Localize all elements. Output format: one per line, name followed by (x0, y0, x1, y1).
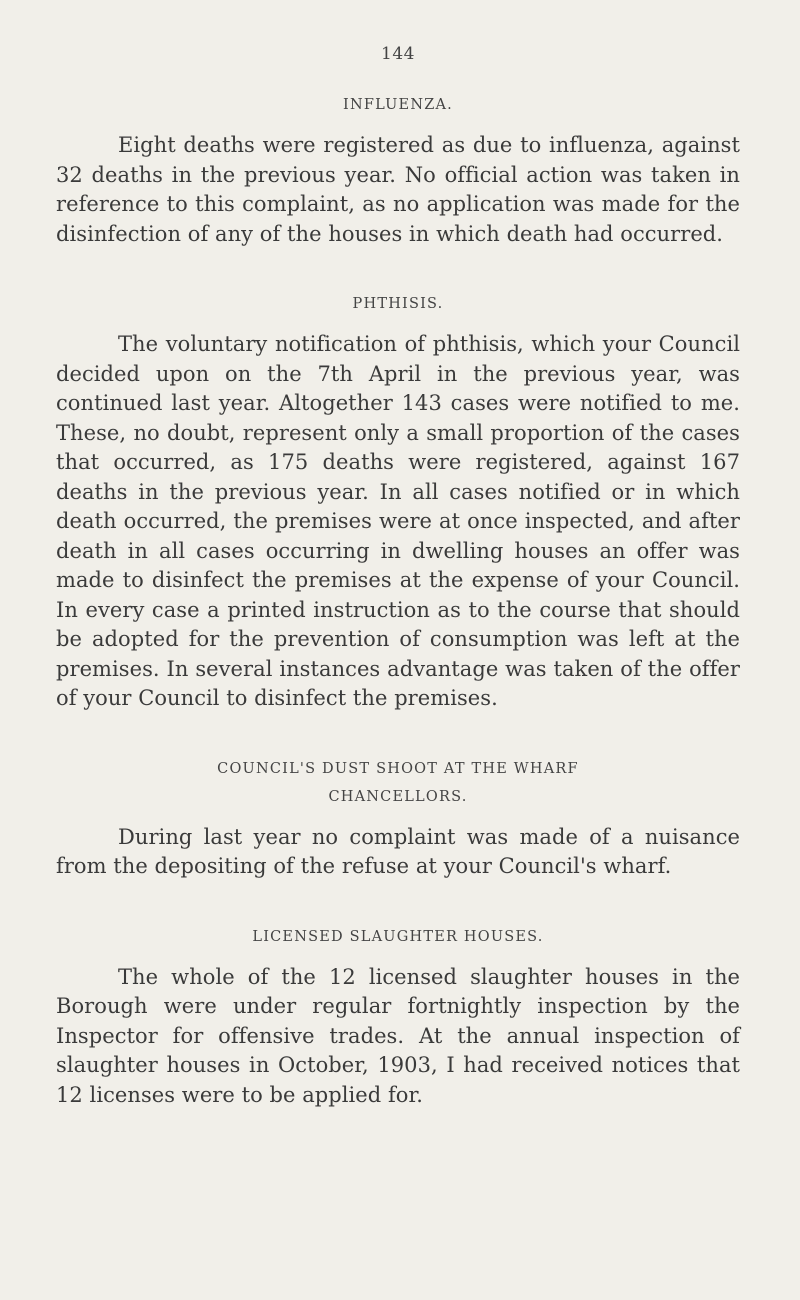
page-number: 144 (381, 44, 415, 64)
section-phthisis (56, 290, 740, 714)
section-paragraph: During last year no complaint was made of a nuisance from the depositing of the refuse at your Council's wharf. (56, 824, 740, 878)
section-heading: INFLUENZA. (343, 97, 453, 113)
section-influenza (56, 91, 740, 249)
section-heading: PHTHISIS. (352, 296, 444, 312)
section-slaughter-houses (56, 923, 740, 1111)
section-dust-shoot (56, 755, 740, 882)
section-heading: LICENSED SLAUGHTER HOUSES. (252, 928, 544, 945)
section-heading: COUNCIL'S DUST SHOOT AT THE WHARF CHANCELLORS. (217, 760, 579, 805)
section-paragraph: The whole of the 12 licensed slaughter houses in the Borough were under regular fortnightly inspection by the Inspector for offensive trades. At the annual inspection of slaughter houses in October, 1903, I had received notices that 12 licenses were to be applied for. (56, 964, 740, 1107)
section-paragraph: Eight deaths were registered as due to influenza, against 32 deaths in the previous year. No official action was taken in reference to this complaint, as no application was made for the disinfection of any of the houses in which death had occurred. (56, 133, 740, 246)
section-paragraph: The voluntary notification of phthisis, which your Council decided upon on the 7th April in the previous year, was continued last year. Altogether 143 cases were notified to me. These, no doubt, represent only a small proportion of the cases that occurred, as 175 deaths were registered, against 167 deaths in the previous year. In all cases notified or in which death occurred, the premises were at once inspected, and after death in all cases occurring in dwelling houses an offer was made to disinfect the premises at the expense of your Council. In every case a printed instruction as to the course that should be adopted for the prevention of consumption was left at the premises. In several instances advantage was taken of the offer of your Council to disinfect the premises. (56, 332, 740, 710)
document-page (56, 44, 740, 1151)
